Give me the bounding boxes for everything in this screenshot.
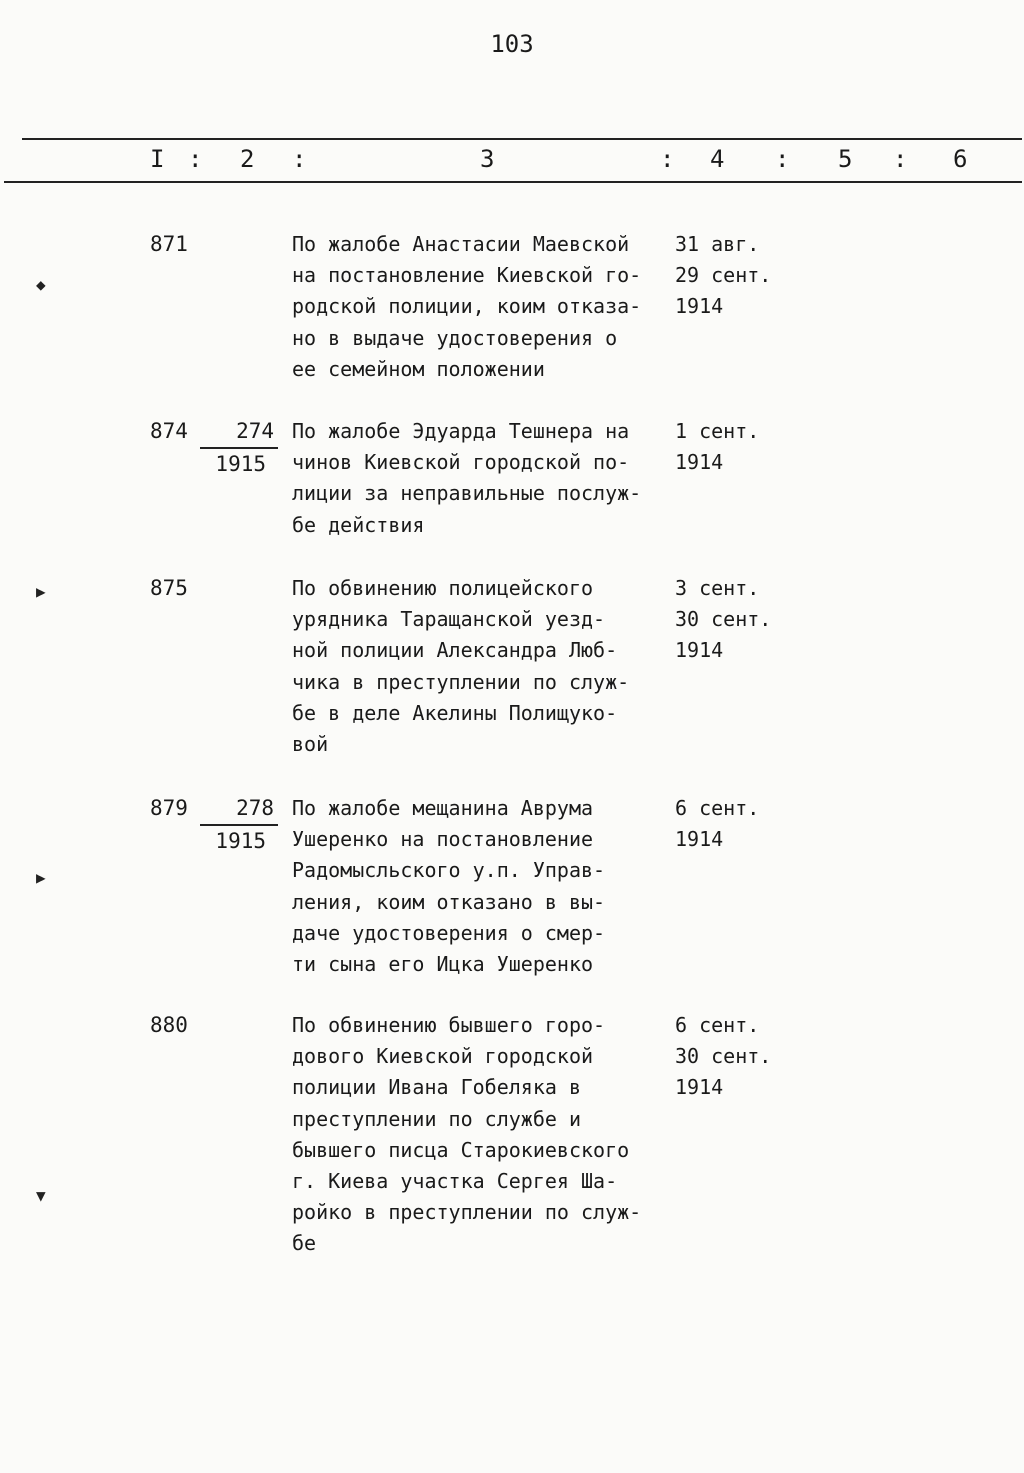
column-separator: : [188,145,203,173]
margin-mark: ◆ [36,275,46,294]
column-separator: : [292,145,307,173]
entry-dates: 3 сент. 30 сент. 1914 [675,576,772,662]
entry-dates: 31 авг. 29 сент. 1914 [675,232,772,318]
entry-description: По жалобе Эдуарда Тешнера на чинов Киевской городской по- лиции за неправильные послуж- бе действия [292,419,642,537]
entry-number: 875 [150,576,188,600]
entry-description: По жалобе Анастасии Маевской на постановление Киевской го- родской полиции, коим отказа- но в выдаче удостоверения о ее семейном положении [292,232,642,381]
entry-description: По обвинению полицейского урядника Таращанской уезд- ной полиции Александра Люб- чика в преступлении по служ- бе в деле Акелины Полищуко- вой [292,576,630,757]
reference-number: 278 [200,793,278,826]
margin-mark: ▶ [36,582,46,601]
column-separator: : [775,145,790,173]
column-header-6: 6 [953,145,968,173]
margin-mark: ▼ [36,1186,46,1205]
column-header-3: 3 [480,145,495,173]
entry-dates: 1 сент. 1914 [675,419,760,474]
entry-reference [200,793,278,857]
reference-year: 1915 [215,452,266,476]
reference-year: 1915 [215,829,266,853]
entry-dates: 6 сент. 30 сент. 1914 [675,1013,772,1099]
margin-mark: ▶ [36,868,46,887]
entry-description: По обвинению бывшего горо- дового Киевской городской полиции Ивана Гобеляка в преступлении по службе и бывшего писца Старокиевского г. Киева участка Сергея Ша- ройко в преступлении по служ- бе [292,1013,642,1256]
entry-number: 871 [150,232,188,256]
entry-reference [200,416,278,480]
reference-number: 274 [200,416,278,449]
header-bottom-rule [4,181,1022,183]
column-separator: : [660,145,675,173]
column-separator: : [893,145,908,173]
entry-dates: 6 сент. 1914 [675,796,760,851]
entry-number: 880 [150,1013,188,1037]
entry-description: По жалобе мещанина Аврума Ушеренко на постановление Радомысльского у.п. Управ- ления, коим отказано в вы- даче удостоверения о смер- ти сына его Ицка Ушеренко [292,796,606,977]
entry-number: 879 [150,796,188,820]
column-header-2: 2 [240,145,255,173]
column-header-5: 5 [838,145,853,173]
column-header-4: 4 [710,145,725,173]
page-number: 103 [490,30,534,58]
entry-number: 874 [150,419,188,443]
column-header-1: I [150,145,165,173]
header-top-rule [22,138,1022,140]
